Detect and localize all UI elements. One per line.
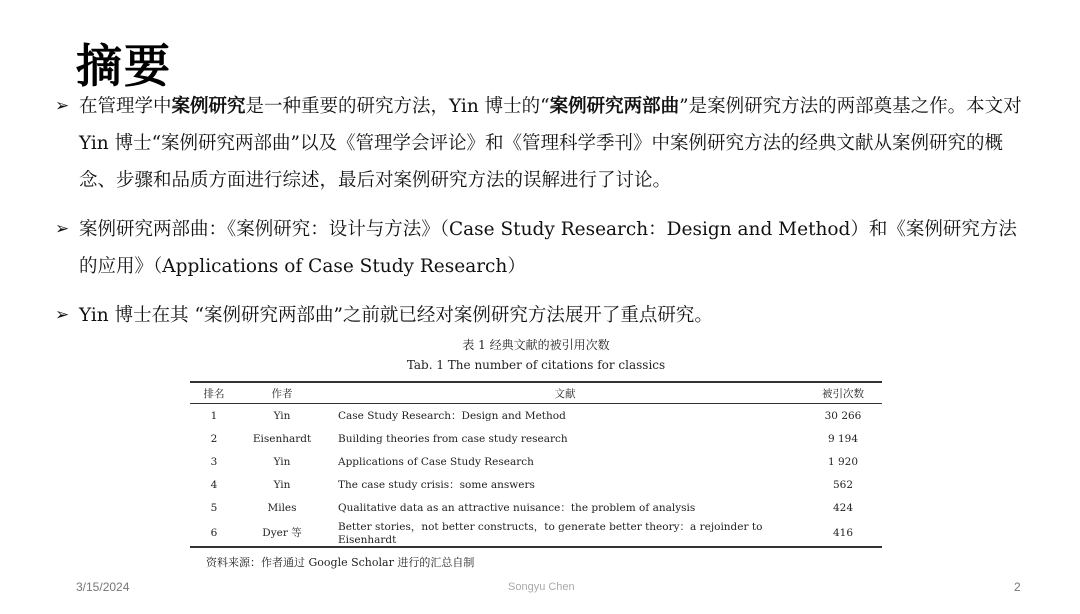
bold-term: 案例研究两部曲 xyxy=(549,96,680,117)
header-literature: 文献 xyxy=(554,387,576,400)
bullet-item xyxy=(55,211,1035,285)
arrow-bullet-icon: ➢ xyxy=(55,96,70,116)
citation-table-block xyxy=(190,335,882,570)
cell-rank: 2 xyxy=(210,432,218,445)
cell-citations: 9 194 xyxy=(827,432,859,445)
cell-author: Eisenhardt xyxy=(252,432,312,445)
cell-rank: 4 xyxy=(210,478,218,491)
cell-literature: Qualitative data as an attractive nuisance：the problem of analysis xyxy=(338,502,696,514)
table-row xyxy=(190,473,882,496)
footer-author: Songyu Chen xyxy=(508,581,575,593)
page-number: 2 xyxy=(1014,580,1021,594)
cell-author: Dyer 等 xyxy=(262,527,302,539)
bullet-text: Yin 博士在其 “案例研究两部曲”之前就已经对案例研究方法展开了重点研究。 xyxy=(79,305,713,326)
citation-table xyxy=(190,381,882,548)
cell-rank: 6 xyxy=(210,526,218,539)
cell-author: Yin xyxy=(273,455,291,468)
cell-author: Yin xyxy=(273,478,291,491)
table-caption-cn: 表 1 经典文献的被引用次数 xyxy=(462,338,610,352)
cell-author: Miles xyxy=(267,501,297,514)
bullet-text: 在管理学中 xyxy=(79,96,172,117)
footer-date: 3/15/2024 xyxy=(76,580,130,594)
table-row xyxy=(190,427,882,450)
table-caption-en: Tab. 1 The number of citations for classics xyxy=(406,358,666,372)
cell-rank: 1 xyxy=(210,409,218,422)
cell-author: Yin xyxy=(273,409,291,422)
cell-literature: Building theories from case study research xyxy=(338,432,568,445)
table-row xyxy=(190,404,882,428)
cell-citations: 1 920 xyxy=(827,455,859,468)
slide-title: 摘要 xyxy=(76,39,172,93)
bullet-text: 案例研究两部曲：《案例研究：设计与方法》（Case Study Research：Design and Method）和《案例研究方法的应用》（Applications of Case Study Research） xyxy=(79,219,1017,277)
cell-rank: 5 xyxy=(210,501,218,514)
bullet-item xyxy=(55,88,1035,199)
bullet-text: ”是案例研究方法的两部奠基之作。本文对 Yin 博士“案例研究两部曲”以及《管理学会评论》和《管理科学季刊》中案例研究方法的经典文献从案例研究的概念、步骤和品质方面进行综述，最后对案例研究方法的误解进行了讨论。 xyxy=(79,96,1022,191)
table-row xyxy=(190,519,882,547)
table-source-note: 资料来源：作者通过 Google Scholar 进行的汇总自制 xyxy=(206,556,475,569)
table-row xyxy=(190,450,882,473)
bullet-item xyxy=(55,297,1035,334)
cell-literature: The case study crisis：some answers xyxy=(338,479,535,491)
bullet-text: 是一种重要的研究方法，Yin 博士的“ xyxy=(245,96,550,117)
cell-rank: 3 xyxy=(210,455,218,468)
table-row xyxy=(190,496,882,519)
cell-citations: 562 xyxy=(832,478,854,491)
cell-citations: 30 266 xyxy=(824,409,862,422)
table-header-row xyxy=(190,382,882,404)
header-rank: 排名 xyxy=(203,387,225,400)
header-citations: 被引次数 xyxy=(822,387,864,400)
cell-literature: Better stories，not better constructs，to generate better theory：a rejoinder to Eisenhardt xyxy=(338,521,763,546)
bullet-list xyxy=(55,88,1035,346)
header-author: 作者 xyxy=(271,387,293,400)
bold-term: 案例研究 xyxy=(171,96,246,117)
cell-citations: 416 xyxy=(832,526,854,539)
arrow-bullet-icon: ➢ xyxy=(55,219,70,239)
cell-literature: Case Study Research：Design and Method xyxy=(338,410,566,422)
cell-citations: 424 xyxy=(832,501,854,514)
arrow-bullet-icon: ➢ xyxy=(55,305,70,325)
cell-literature: Applications of Case Study Research xyxy=(338,455,534,468)
